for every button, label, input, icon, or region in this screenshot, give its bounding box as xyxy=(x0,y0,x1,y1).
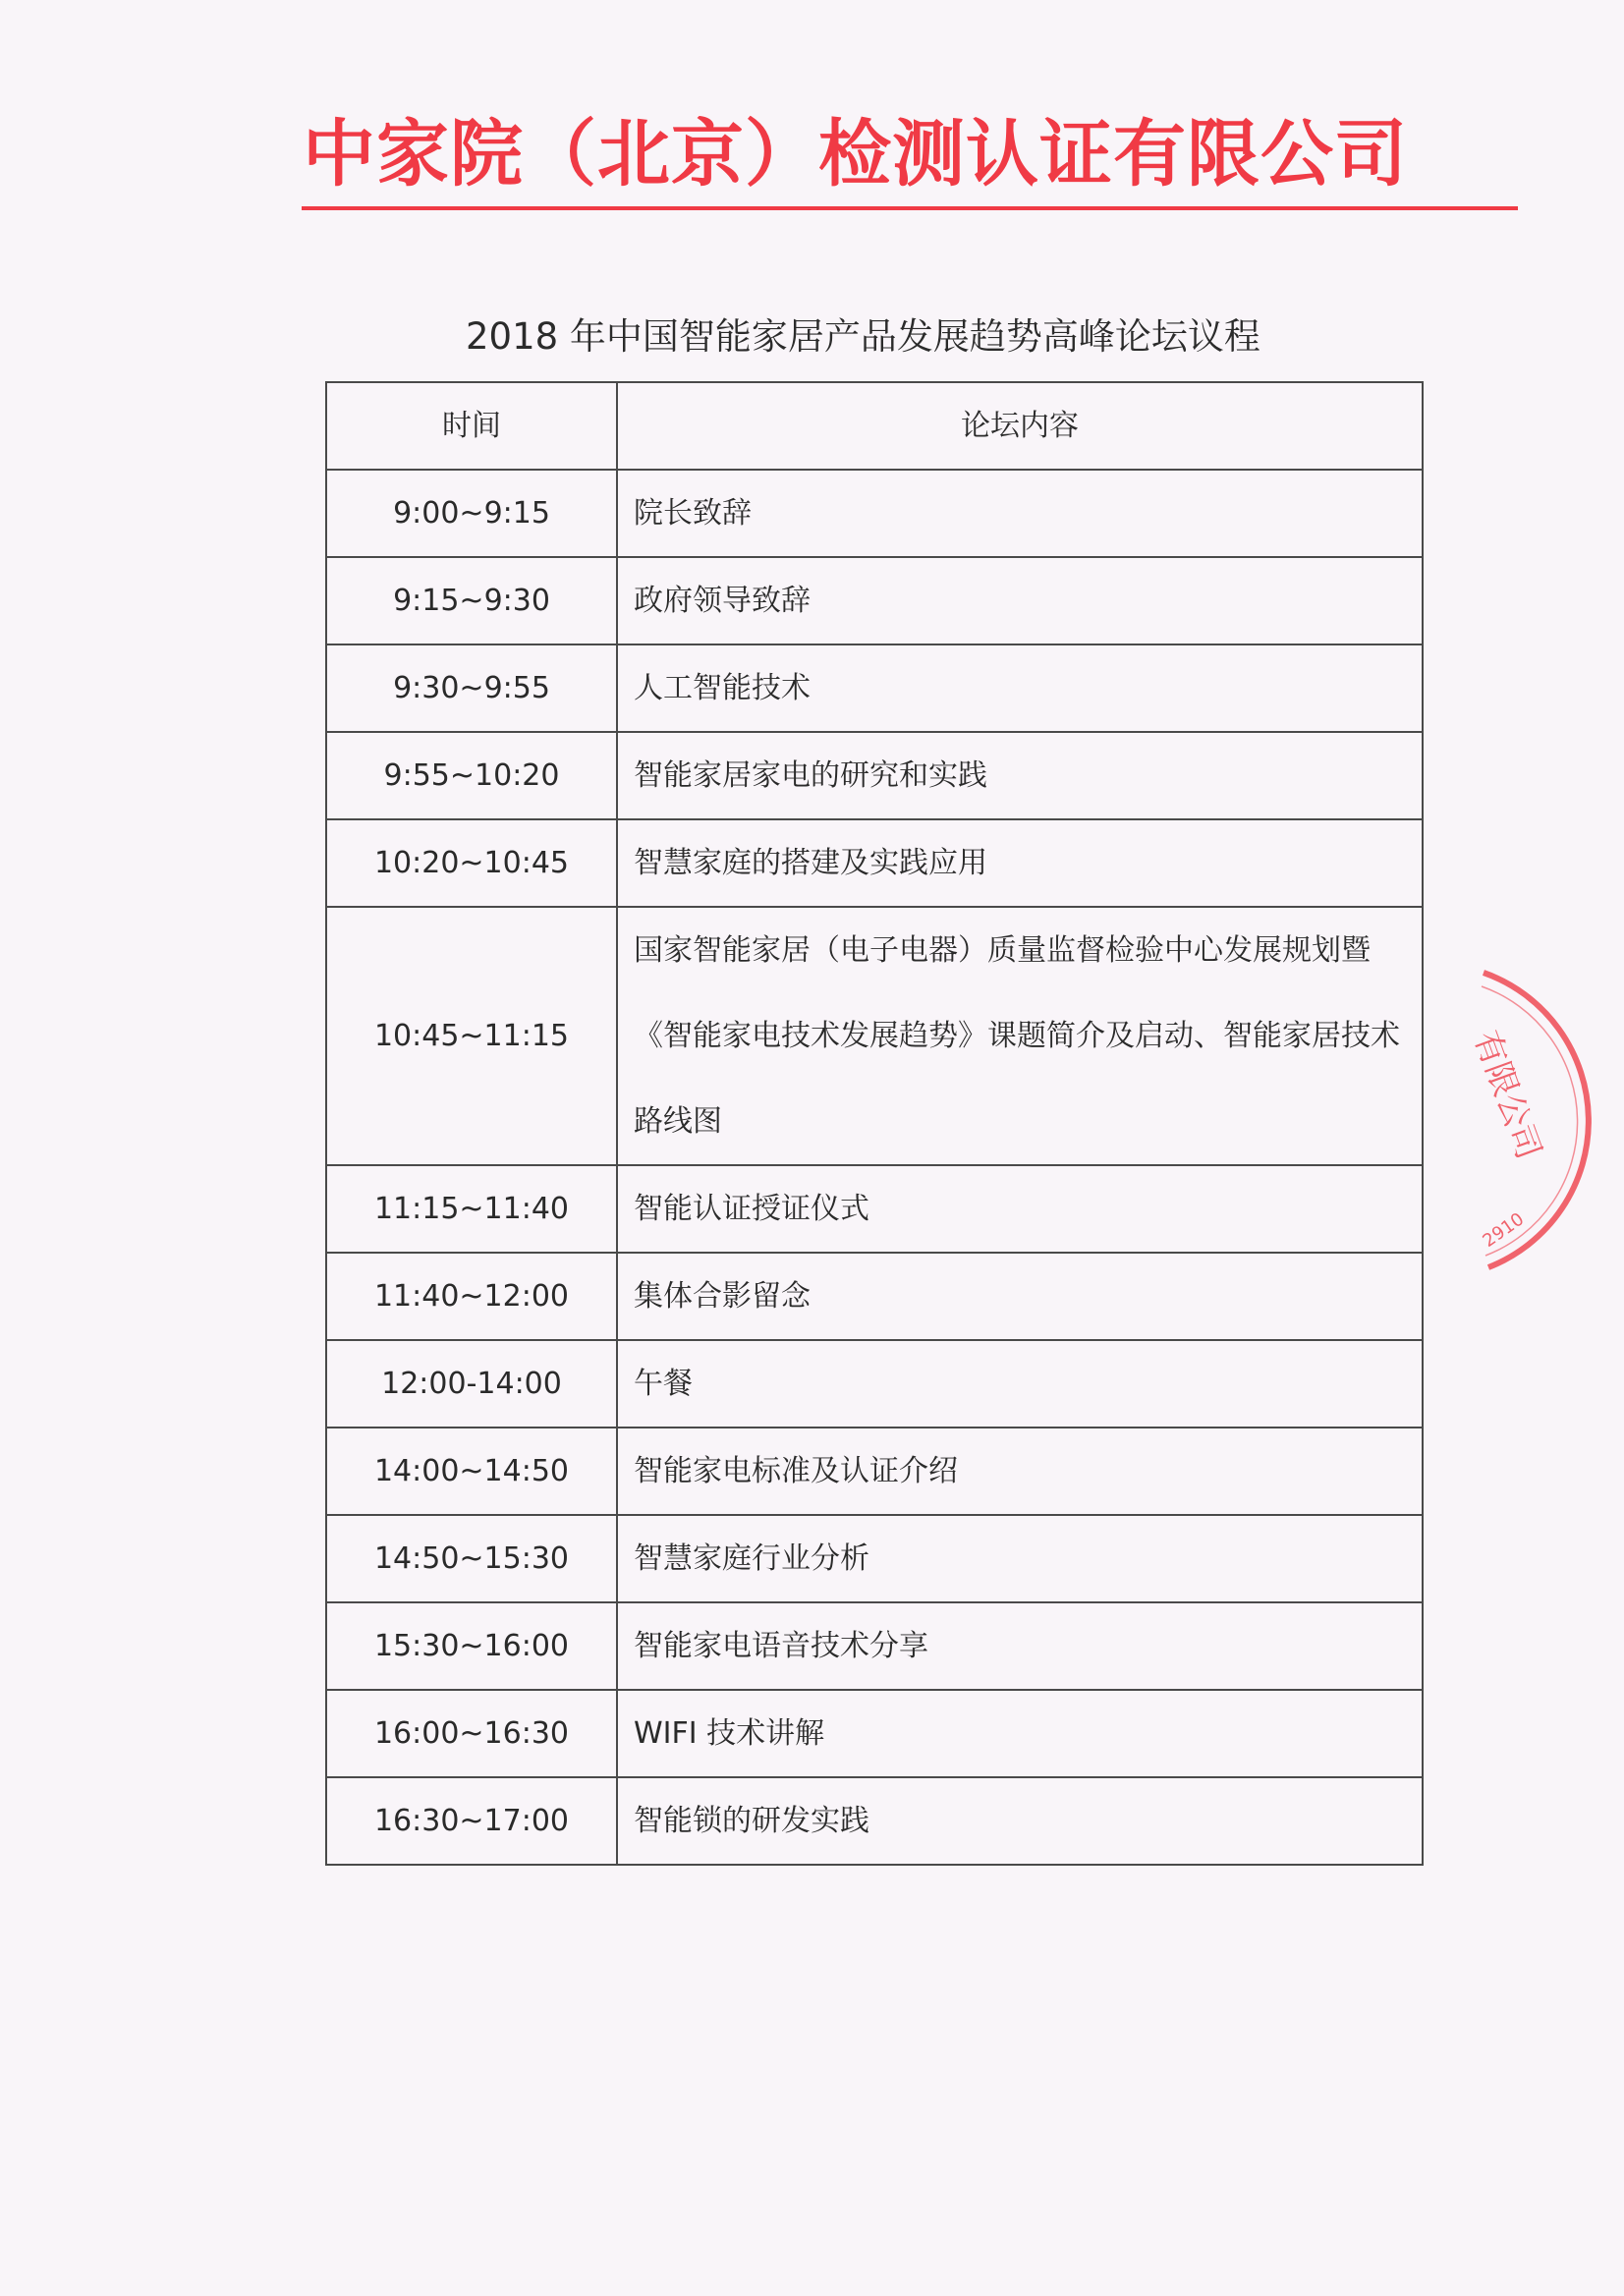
row-content: 集体合影留念 xyxy=(617,1253,1423,1340)
row-content: 人工智能技术 xyxy=(617,644,1423,732)
table-row xyxy=(326,644,1423,732)
row-time: 16:30~17:00 xyxy=(326,1777,617,1865)
table-row xyxy=(326,732,1423,819)
table-row xyxy=(326,1690,1423,1777)
row-content: 政府领导致辞 xyxy=(617,557,1423,644)
table-row xyxy=(326,557,1423,644)
table-row xyxy=(326,1777,1423,1865)
document-title: 2018 年中国智能家居产品发展趋势高峰论坛议程 xyxy=(466,315,1260,358)
row-time: 14:50~15:30 xyxy=(326,1515,617,1602)
row-content: 午餐 xyxy=(617,1340,1423,1428)
row-time: 16:00~16:30 xyxy=(326,1690,617,1777)
header-time: 时间 xyxy=(326,382,617,470)
table-row xyxy=(326,1165,1423,1253)
row-content: 智能家居家电的研究和实践 xyxy=(617,732,1423,819)
table-row xyxy=(326,907,1423,1165)
row-content: 智能锁的研发实践 xyxy=(617,1777,1423,1865)
table-row xyxy=(326,470,1423,557)
row-time: 12:00-14:00 xyxy=(326,1340,617,1428)
row-content: WIFI 技术讲解 xyxy=(617,1690,1423,1777)
table-row xyxy=(326,1428,1423,1515)
table-row xyxy=(326,1515,1423,1602)
row-time: 10:45~11:15 xyxy=(326,907,617,1165)
row-content: 智慧家庭的搭建及实践应用 xyxy=(617,819,1423,907)
row-time: 10:20~10:45 xyxy=(326,819,617,907)
row-content: 智慧家庭行业分析 xyxy=(617,1515,1423,1602)
table-header-row xyxy=(326,382,1423,470)
table-row xyxy=(326,1340,1423,1428)
row-content: 国家智能家居（电子电器）质量监督检验中心发展规划暨《智能家电技术发展趋势》课题简介及启动、智能家居技术路线图 xyxy=(617,907,1423,1165)
letterhead-rule xyxy=(302,206,1518,210)
row-time: 11:40~12:00 xyxy=(326,1253,617,1340)
table-row xyxy=(326,1253,1423,1340)
row-time: 9:30~9:55 xyxy=(326,644,617,732)
agenda-table xyxy=(325,381,1424,1866)
stamp-text: 有限公司 xyxy=(1466,1025,1549,1165)
row-time: 15:30~16:00 xyxy=(326,1602,617,1690)
table-row xyxy=(326,819,1423,907)
row-time: 9:00~9:15 xyxy=(326,470,617,557)
header-content: 论坛内容 xyxy=(617,382,1423,470)
row-time: 11:15~11:40 xyxy=(326,1165,617,1253)
row-content: 智能家电标准及认证介绍 xyxy=(617,1428,1423,1515)
company-letterhead: 中家院（北京）检测认证有限公司 xyxy=(303,112,1408,196)
row-content: 院长致辞 xyxy=(617,470,1423,557)
row-time: 9:55~10:20 xyxy=(326,732,617,819)
stamp-number: 2910 xyxy=(1479,1208,1529,1252)
company-seal-stamp xyxy=(1415,943,1624,1277)
row-time: 14:00~14:50 xyxy=(326,1428,617,1515)
row-content: 智能认证授证仪式 xyxy=(617,1165,1423,1253)
row-content: 智能家电语音技术分享 xyxy=(617,1602,1423,1690)
table-row xyxy=(326,1602,1423,1690)
row-time: 9:15~9:30 xyxy=(326,557,617,644)
